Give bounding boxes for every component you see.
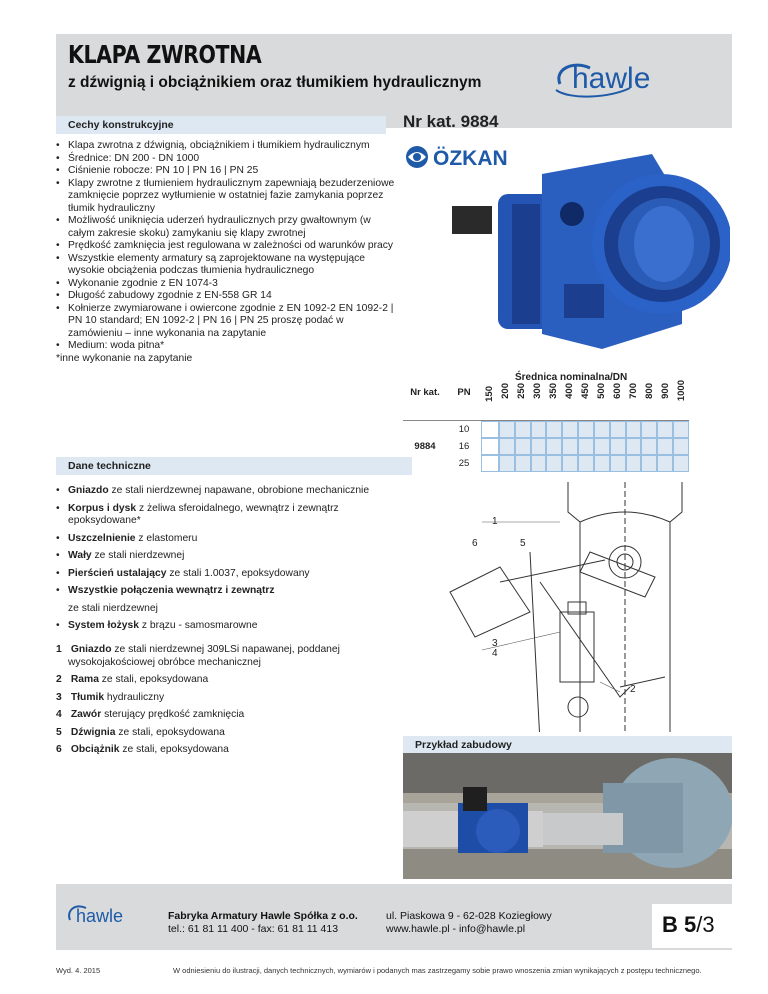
part-number: 4 (56, 709, 62, 720)
part-number: 3 (56, 691, 62, 703)
tech-item (56, 620, 401, 633)
hawle-logo (550, 50, 710, 106)
pn-cell: 10 (458, 423, 470, 435)
company-phone: tel.: 61 81 11 400 - fax: 61 81 11 413 (168, 923, 339, 935)
part-desc: ze stali, epoksydowana (119, 744, 229, 755)
page-badge (652, 904, 732, 948)
installation-photo (403, 753, 732, 879)
part-number: 6 (56, 744, 62, 755)
features-note: *inne wykonanie na zapytanie (56, 352, 193, 364)
tech-item (56, 503, 401, 528)
web-contact: www.hawle.pl - info@hawle.pl (386, 923, 526, 935)
dn-table-title: Średnica nominalna/DN (515, 372, 628, 383)
part-name: Tłumik (70, 691, 105, 703)
dn-value: 350 (547, 382, 559, 399)
dn-value: 300 (531, 382, 543, 399)
product-photo (452, 134, 730, 354)
tech-item (56, 485, 401, 498)
label-2: 2 (630, 684, 636, 695)
tech-item (56, 550, 401, 563)
label-4: 4 (492, 648, 498, 659)
part-name: Obciążnik (70, 744, 120, 755)
feature-item: • Ciśnienie robocze: PN 10 | PN 16 | PN 25 (56, 165, 396, 178)
feature-item: • Wykonanie zgodnie z EN 1074-3 (56, 278, 396, 291)
catalog-number: Nr kat. 9884 (403, 112, 499, 131)
edition-label: Wyd. 4. 2015 (56, 966, 101, 975)
footer-logo-text: hawle (76, 906, 124, 926)
part-name: Zawór (70, 709, 102, 720)
dn-table (403, 368, 689, 472)
dn-header-row (403, 368, 689, 416)
part-number: 2 (56, 674, 62, 685)
part-name: Dźwignia (70, 726, 116, 738)
label-1: 1 (492, 516, 498, 527)
part-desc: ze stali nierdzewnej 309LSi napawanej, poddanej wysokojakościowej obróbce mechanicznej (68, 644, 340, 668)
tech-item-bold: Uszczelnienie (68, 532, 136, 544)
dn-value: 400 (563, 382, 575, 399)
part-item (56, 709, 401, 722)
feature-item: • Długość zabudowy zgodnie z EN-558 GR 14 (56, 290, 396, 303)
part-item (56, 727, 401, 740)
part-item (56, 674, 401, 687)
tech-item (56, 533, 401, 546)
dn-value: 250 (515, 382, 527, 399)
tech-item-bold: Pierścień ustalający (68, 567, 167, 579)
part-desc: ze stali, epoksydowana (98, 674, 209, 685)
label-3: 3 (492, 638, 498, 649)
pn-row (403, 420, 689, 438)
catalog-nr-cell: 9884 (414, 440, 436, 452)
logo-text: hawle (572, 62, 651, 95)
page-subtitle: z dźwignią i obciążnikiem oraz tłumikiem hydraulicznym (68, 74, 482, 91)
tech-item-bold: Wały (68, 550, 92, 561)
features-section-header: Cechy konstrukcyjne (56, 116, 386, 134)
pn-cell: 25 (458, 457, 470, 469)
badge-sub: /3 (696, 912, 715, 937)
tech-item-bold: Wszystkie połączenia wewnątrz i zewnątrz (68, 585, 275, 596)
dn-value: 450 (579, 382, 591, 399)
tech-section-header: Dane techniczne (56, 457, 412, 475)
tech-item-continuation: ze stali nierdzewnej (68, 602, 158, 614)
feature-item: • Prędkość zamknięcia jest regulowana w zależności od warunków pracy (56, 240, 396, 253)
part-item (56, 692, 401, 705)
features-list (56, 140, 396, 365)
part-name: Rama (70, 674, 99, 685)
header-band (56, 34, 732, 128)
feature-item: • Medium: woda pitna* (56, 340, 396, 353)
feature-item: • Wszystkie elementy armatury są zaprojektowane na występujące wysokie obciążenia podczas tłumienia hydraulicznego (56, 253, 396, 278)
part-desc: hydrauliczny (104, 691, 165, 703)
part-name: Gniazdo (70, 644, 112, 655)
dn-value: 200 (499, 382, 511, 399)
tech-item-text: z elastomeru (135, 532, 198, 544)
feature-item: • Kołnierze zwymiarowane i owiercone zgodnie z EN 1092-2 EN 1092-2 | PN 10 standard; EN 1092-2 | PN 16 | PN 25 proszę podać w zamówieniu – inne wykonania na zapytanie (56, 303, 396, 341)
dn-value: 600 (611, 382, 623, 399)
tech-item-text: z żeliwa sferoidalnego, wewnątrz i zewnątrz epoksydowane* (68, 502, 339, 526)
feature-item: • Średnice: DN 200 - DN 1000 (56, 153, 396, 166)
dn-value: 1000 (675, 379, 687, 402)
part-number: 5 (56, 726, 62, 738)
dn-value: 900 (659, 382, 671, 399)
pn-cell: 16 (458, 440, 470, 452)
feature-item: • Klapa zwrotna z dźwignią, obciążnikiem i tłumikiem hydraulicznym (56, 140, 396, 153)
footer-hawle-logo (64, 898, 154, 932)
label-5: 5 (520, 538, 526, 549)
tech-item (56, 568, 401, 581)
feature-item: • Możliwość uniknięcia uderzeń hydraulicznych przy gwałtownym (w całym zakresie skoku) zamykaniu się klapy zwrotnej (56, 215, 396, 240)
company-name: Fabryka Armatury Hawle Spółka z o.o. (168, 910, 358, 922)
tech-item-text: ze stali 1.0037, epoksydowany (166, 567, 310, 579)
disclaimer: W odniesieniu do ilustracji, danych technicznych, wymiarów i podanych mas zastrzegamy sobie prawo wnoszenia zmian wynikających z postępu technicznego. (173, 966, 702, 975)
tech-item-text: ze stali nierdzewnej (91, 550, 185, 561)
address-line: ul. Piaskowa 9 - 62-028 Koziegłowy (386, 910, 552, 922)
dn-value: 700 (627, 382, 639, 399)
feature-item: • Klapy zwrotne z tłumieniem hydraulicznym zapewniają bezuderzeniowe zamknięcie poprzez wytłumienie w ostatniej fazie zamykania poprzez tłumik hydrauliczny (56, 178, 396, 216)
installation-section-header: Przykład zabudowy (403, 736, 732, 754)
parts-list (56, 644, 401, 762)
dn-value: 150 (483, 385, 495, 402)
tech-item-bold: System łożysk (68, 620, 139, 631)
part-item (56, 644, 401, 669)
badge-main: B 5 (662, 912, 697, 937)
part-item (56, 744, 401, 757)
tech-item-bold: Korpus i dysk (68, 502, 137, 514)
dn-value: 800 (643, 382, 655, 399)
part-desc: sterujący prędkość zamknięcia (101, 709, 245, 720)
label-6: 6 (472, 538, 478, 549)
part-number: 1 (56, 644, 62, 655)
tech-item (56, 585, 401, 598)
dn-value: 500 (595, 382, 607, 399)
tech-item-text: z brązu - samosmarowne (138, 620, 258, 631)
part-desc: ze stali, epoksydowana (115, 726, 225, 738)
tech-list (56, 485, 401, 638)
ozkan-text: ÖZKAN (433, 147, 508, 170)
company-info (168, 910, 358, 936)
col-pn-header: PN (457, 386, 471, 398)
company-address (386, 910, 552, 936)
tech-item-text: ze stali nierdzewnej napawane, obrobione mechanicznie (108, 485, 370, 496)
page-title: KLAPA ZWROTNA (68, 40, 262, 69)
tech-item-bold: Gniazdo (68, 485, 109, 496)
technical-drawing (420, 482, 732, 732)
col-nr-header: Nr kat. (410, 386, 440, 398)
